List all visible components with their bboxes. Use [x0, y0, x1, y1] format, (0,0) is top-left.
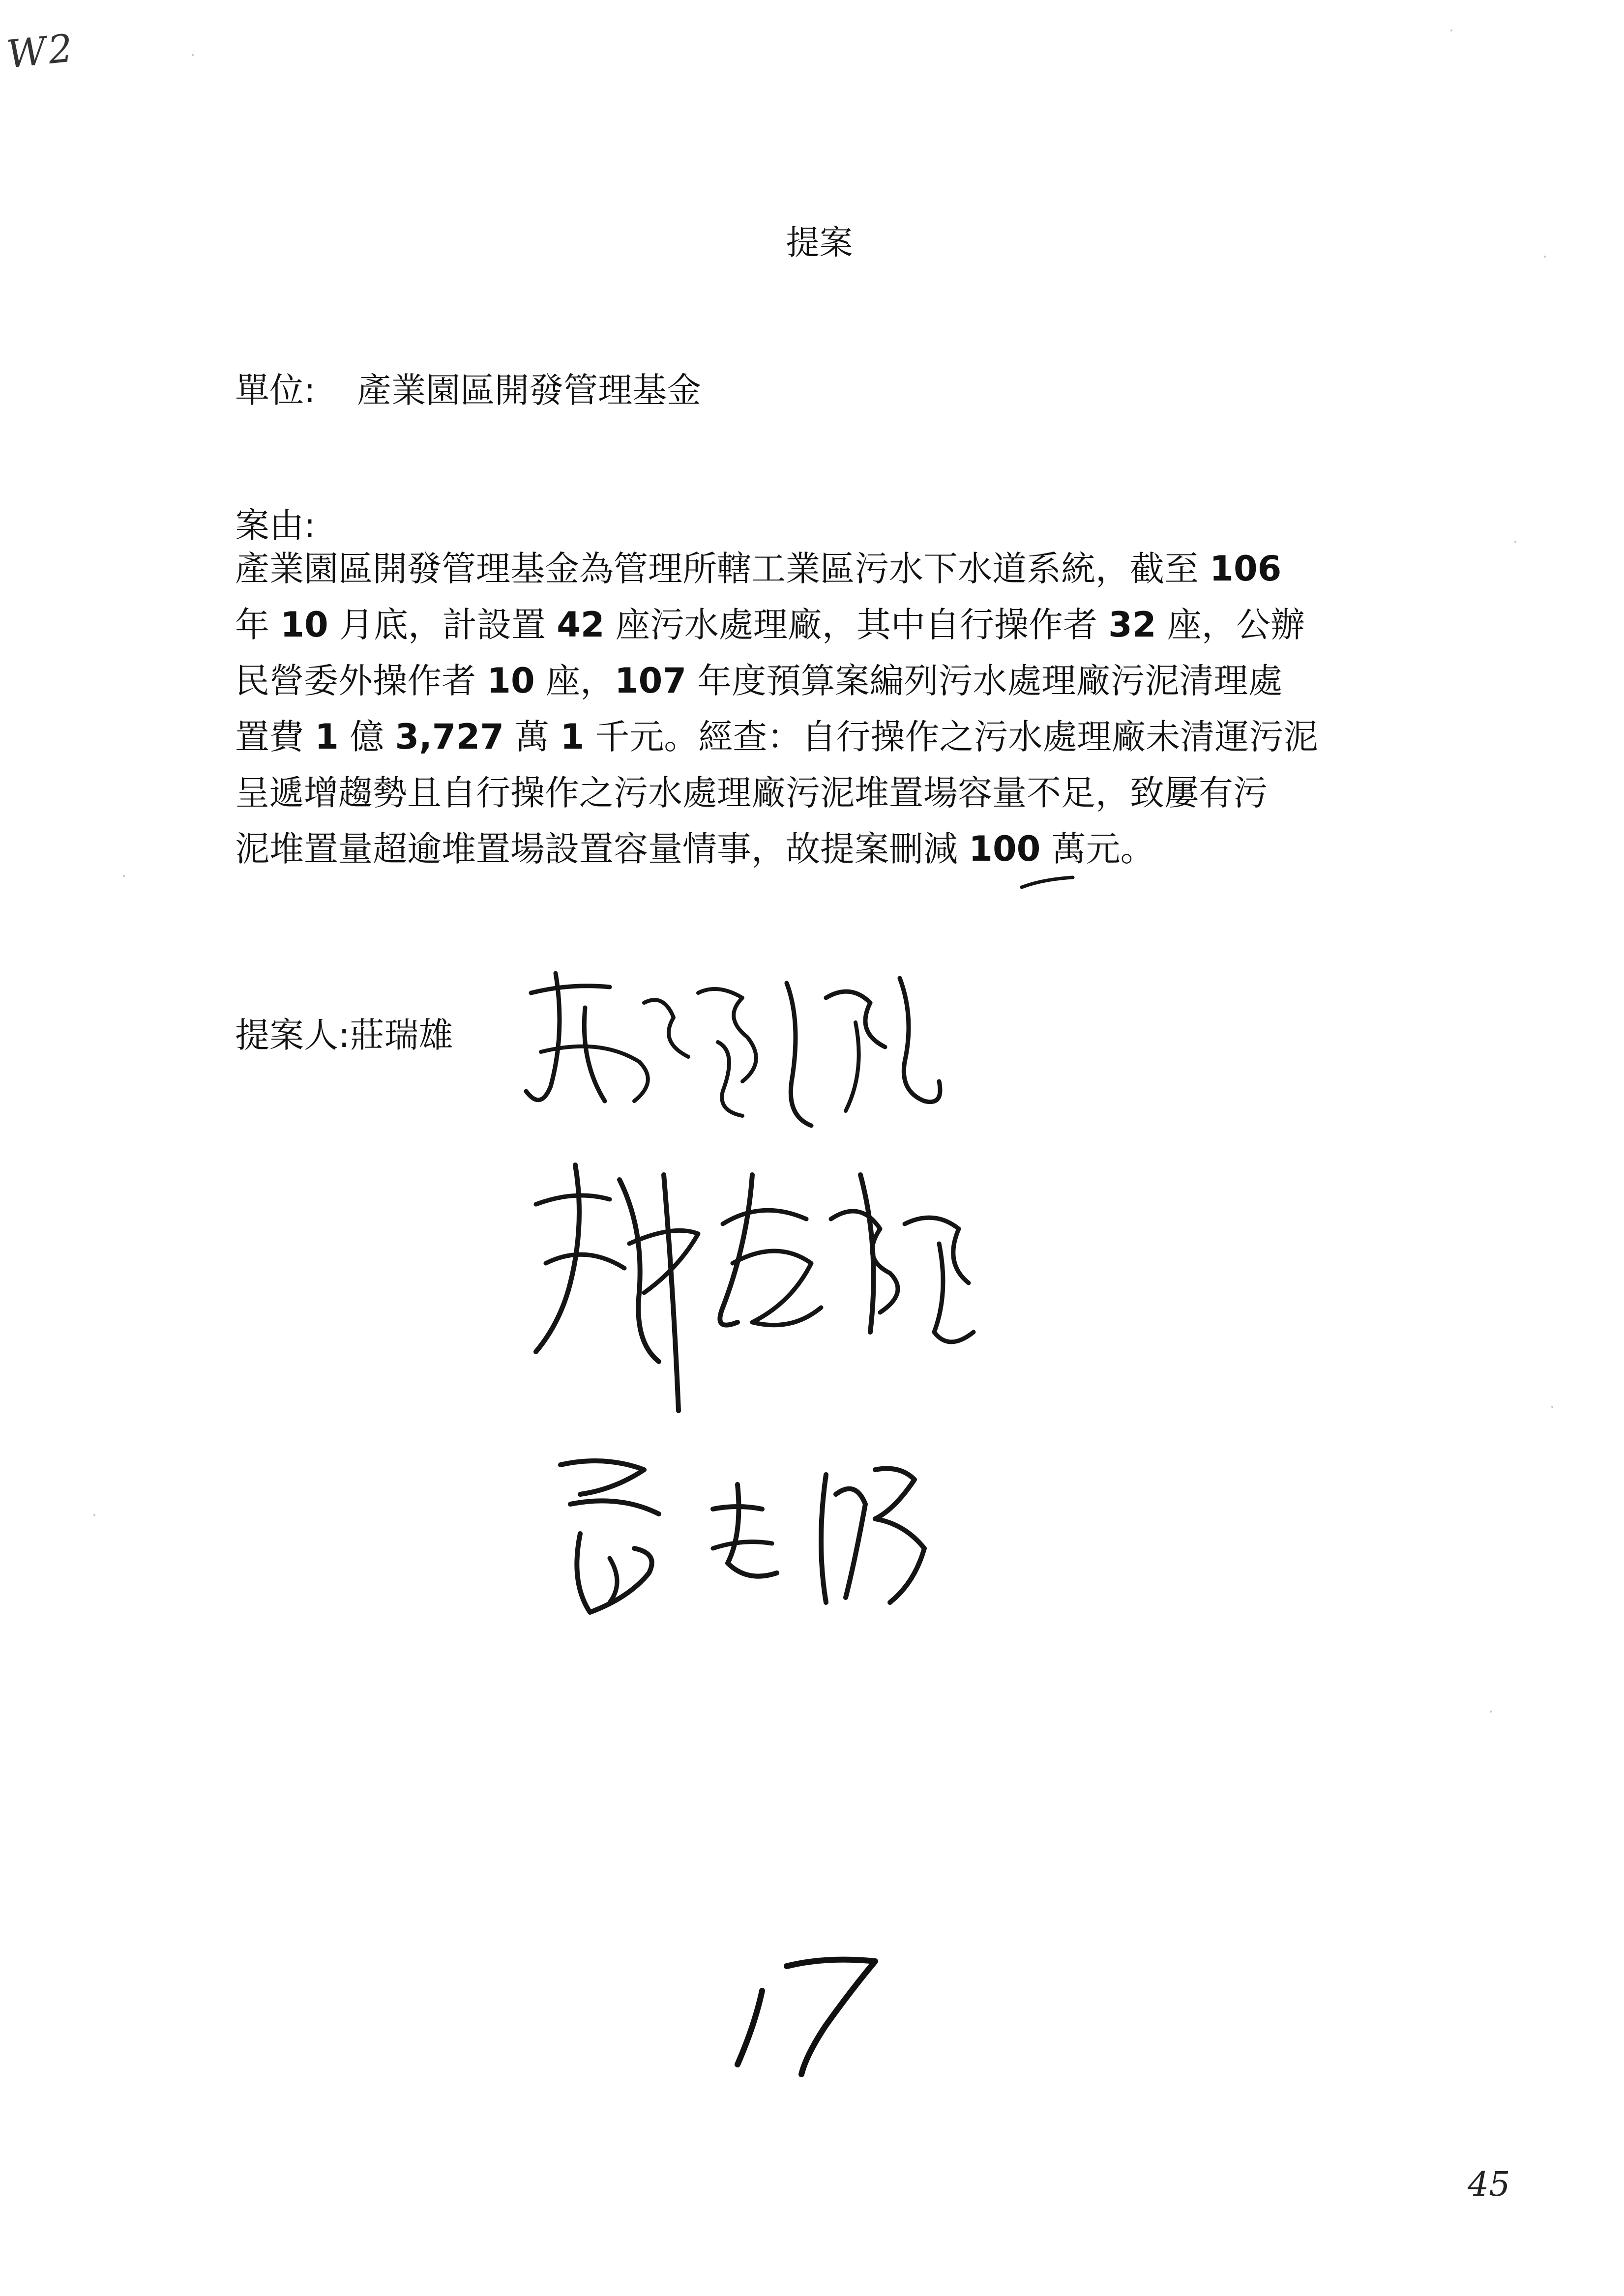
reason-label: 案由:	[235, 505, 316, 546]
signature-1	[511, 963, 954, 1140]
signature-2	[516, 1145, 998, 1421]
scan-speck	[1490, 1711, 1492, 1713]
reason-line: 呈遞增趨勢且自行操作之污水處理廠污泥堆置場容量不足，致屢有污	[235, 773, 1268, 813]
proposer-label: 提案人:	[235, 1015, 350, 1055]
unit-value: 產業園區開發管理基金	[357, 370, 702, 410]
unit-label: 單位:	[235, 370, 316, 410]
corner-handwritten-mark: W2	[4, 26, 77, 77]
document-title: 提案	[786, 224, 853, 262]
scan-speck	[1551, 1406, 1553, 1408]
scan-speck	[1514, 541, 1516, 543]
scan-speck	[192, 54, 194, 56]
scan-speck	[93, 1514, 95, 1516]
reason-line: 產業園區開發管理基金為管理所轄工業區污水下水道系統，截至 106	[235, 549, 1282, 589]
handwritten-tick-mark	[1018, 872, 1077, 892]
signature-3	[551, 1435, 944, 1642]
reason-line: 年 10 月底，計設置 42 座污水處理廠，其中自行操作者 32 座，公辦	[235, 605, 1305, 645]
reason-line: 置費 1 億 3,727 萬 1 千元。經查：自行操作之污水處理廠未清運污泥	[235, 717, 1318, 757]
page-number: 45	[1468, 2165, 1510, 2204]
handwritten-number-17	[728, 1947, 885, 2079]
unit-line	[235, 363, 701, 412]
scan-speck	[123, 875, 125, 877]
reason-body	[235, 541, 1386, 877]
reason-line: 民營委外操作者 10 座，107 年度預算案編列污水處理廠污泥清理處	[235, 661, 1283, 701]
reason-line: 泥堆置量超逾堆置場設置容量情事，故提案刪減 100 萬元。	[235, 829, 1155, 869]
proposer-name: 莊瑞雄	[350, 1015, 453, 1055]
scan-speck	[1450, 29, 1452, 31]
proposer-line	[235, 1008, 453, 1057]
